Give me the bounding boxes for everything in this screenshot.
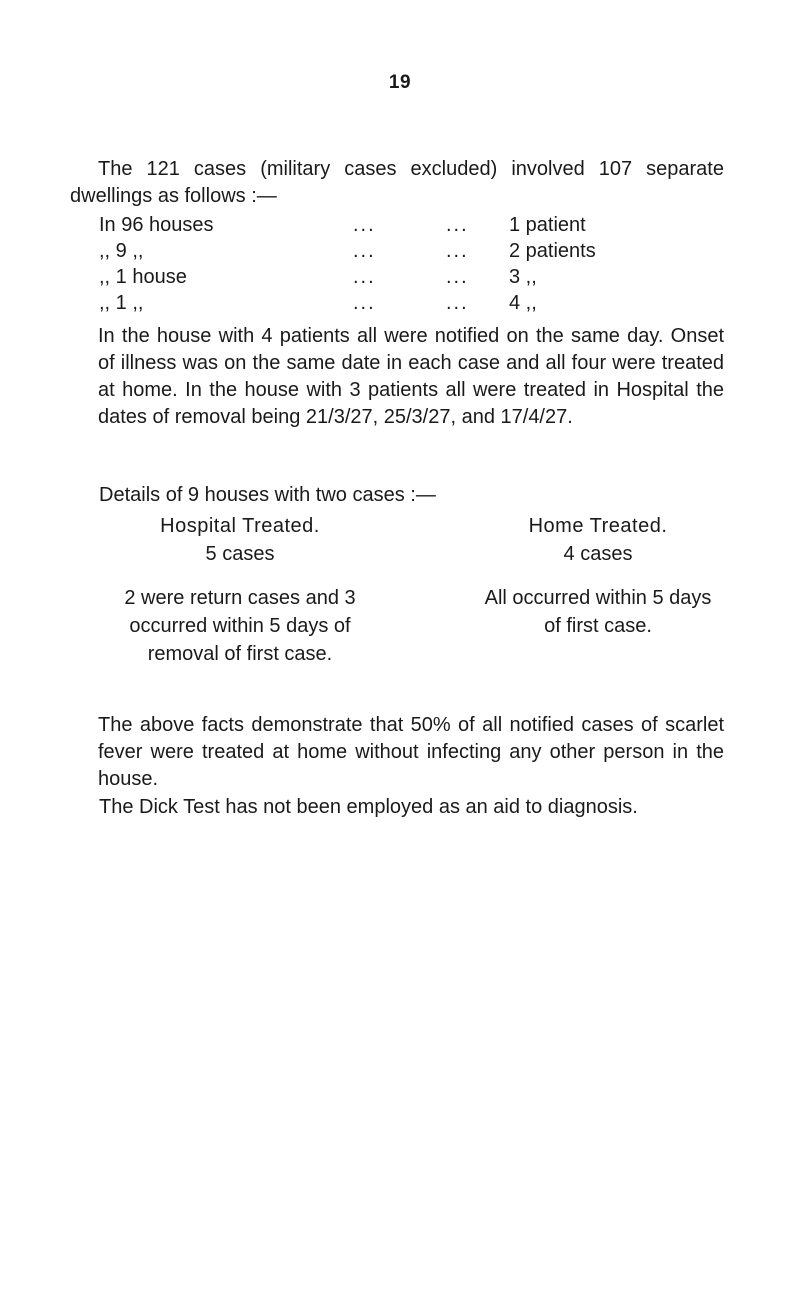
houses-count: ,, 1 ,, [99, 292, 144, 314]
patients-count: 3 ,, [509, 266, 537, 288]
leader-dots: ... [353, 266, 376, 288]
leader-dots: ... [353, 292, 376, 314]
table-row [99, 264, 719, 290]
hospital-treated-count: 5 cases [205, 543, 275, 565]
leader-dots: ... [446, 240, 469, 262]
houses-count: ,, 1 house [99, 266, 187, 288]
hospital-treated-notes [70, 584, 410, 668]
home-treated-title: Home Treated. [528, 515, 668, 537]
intro-line-2: dwellings as follows :— [70, 185, 277, 207]
home-treated-notes [438, 584, 758, 640]
intro-paragraph [70, 156, 724, 210]
house-details-paragraph: In the house with 4 patients all were notified on the same day. Onset of illness was on the same date in each case and all four were treated at home. In the house with 3 patients all were treated in Hospital the dates of removal being 21/3/27, 25/3/27, and 17/4/27. [98, 325, 724, 428]
table-row [99, 212, 719, 238]
dick-test-statement: The Dick Test has not been employed as an aid to diagnosis. [99, 796, 638, 818]
leader-dots: ... [353, 214, 376, 236]
home-treated-count: 4 cases [563, 543, 633, 565]
conclusion-paragraph: The above facts demonstrate that 50% of all notified cases of scarlet fever were treated at home without infecting any other person in the house. [98, 714, 724, 790]
houses-count: ,, 9 ,, [99, 240, 144, 262]
details-heading: Details of 9 houses with two cases :— [99, 484, 436, 506]
table-row [99, 290, 719, 316]
dwelling-distribution-table [99, 212, 719, 316]
leader-dots: ... [446, 292, 469, 314]
table-row [99, 238, 719, 264]
patients-count: 2 patients [509, 240, 596, 262]
home-note-line: of first case. [544, 615, 652, 637]
patients-count: 4 ,, [509, 292, 537, 314]
leader-dots: ... [353, 240, 376, 262]
leader-dots: ... [446, 214, 469, 236]
hospital-note-line: removal of first case. [147, 643, 333, 665]
houses-count: In 96 houses [99, 214, 214, 236]
leader-dots: ... [446, 266, 469, 288]
patients-count: 1 patient [509, 214, 586, 236]
hospital-treated-column [70, 512, 410, 668]
home-treated-column [438, 512, 758, 640]
page-number: 19 [388, 72, 412, 93]
hospital-note-line: 2 were return cases and 3 [124, 587, 356, 609]
home-note-line: All occurred within 5 days [484, 587, 712, 609]
hospital-treated-title: Hospital Treated. [160, 515, 320, 537]
intro-line-1: The 121 cases (military cases excluded) involved 107 separate [98, 158, 724, 180]
hospital-note-line: occurred within 5 days of [129, 615, 351, 637]
